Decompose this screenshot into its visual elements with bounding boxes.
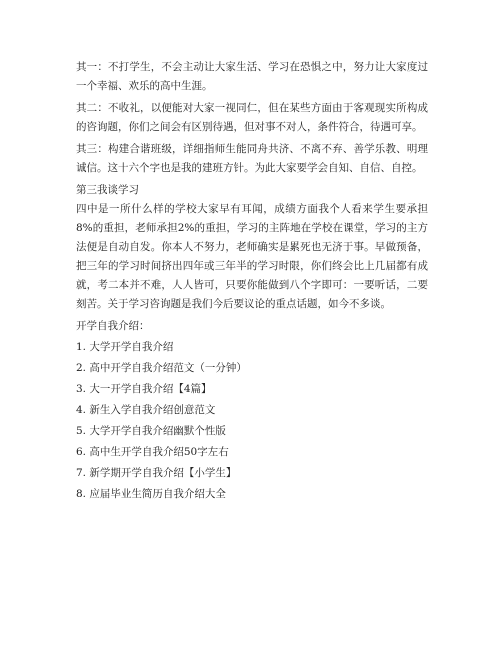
related-link[interactable]: 8. 应届毕业生简历自我介绍大全	[76, 488, 226, 500]
paragraph-rule-one: 其一：不打学生，不会主动让大家生活、学习在恐惧之中，努力让大家度过一个幸福、欢乐的高中生涯。	[76, 61, 428, 92]
section-heading: 第三我谈学习	[76, 184, 139, 196]
document-body	[76, 58, 428, 506]
list-item	[76, 401, 428, 420]
list-item	[76, 380, 428, 399]
paragraph-study: 四中是一所什么样的学校大家早有耳闻，成绩方面我个人看来学生要承担8%的重担，老师承担2%的重担，学习的主阵地在学校在课堂，学习的主方法便是自动自发。你本人不努力，老师确实是累死也无济于事。早做预备，把三年的学习时间挤出四年或三年半的学习时限，你们终会比上几届都有成就，考二本并不难，人人皆可，只要你能做到八个字即可：一要听话，二要刻苦。关于学习咨询题是我们今后要议论的重点话题，如今不多谈。	[76, 203, 428, 310]
list-item	[76, 485, 428, 504]
related-list-title: 开学自我介绍：	[76, 320, 150, 332]
list-item	[76, 338, 428, 357]
paragraph-rule-three: 其三：构建合谐班级，详细指师生能同舟共济、不离不弃、善学乐教、明理诚信。这十六个字也是我的建班方针。为此大家要学会自知、自信、自控。	[76, 143, 428, 174]
related-link[interactable]: 1. 大学开学自我介绍	[76, 341, 174, 353]
list-item	[76, 359, 428, 378]
related-link[interactable]: 5. 大学开学自我介绍幽默个性版	[76, 425, 226, 437]
related-links-list	[76, 338, 428, 504]
related-link[interactable]: 2. 高中开学自我介绍范文（一分钟）	[76, 362, 247, 374]
related-link[interactable]: 6. 高中生开学自我介绍50字左右	[76, 446, 229, 458]
related-link[interactable]: 4. 新生入学自我介绍创意范文	[76, 404, 216, 416]
related-link[interactable]: 7. 新学期开学自我介绍【小学生】	[76, 467, 237, 479]
list-item	[76, 422, 428, 441]
related-link[interactable]: 3. 大一开学自我介绍【4篇】	[76, 383, 212, 395]
list-item	[76, 464, 428, 483]
list-item	[76, 443, 428, 462]
paragraph-rule-two: 其二：不收礼，以便能对大家一视同仁，但在某些方面由于客观现实所构成的咨询题，你们之间会有区别待遇，但对事不对人，条件符合，待遇可享。	[76, 102, 428, 133]
